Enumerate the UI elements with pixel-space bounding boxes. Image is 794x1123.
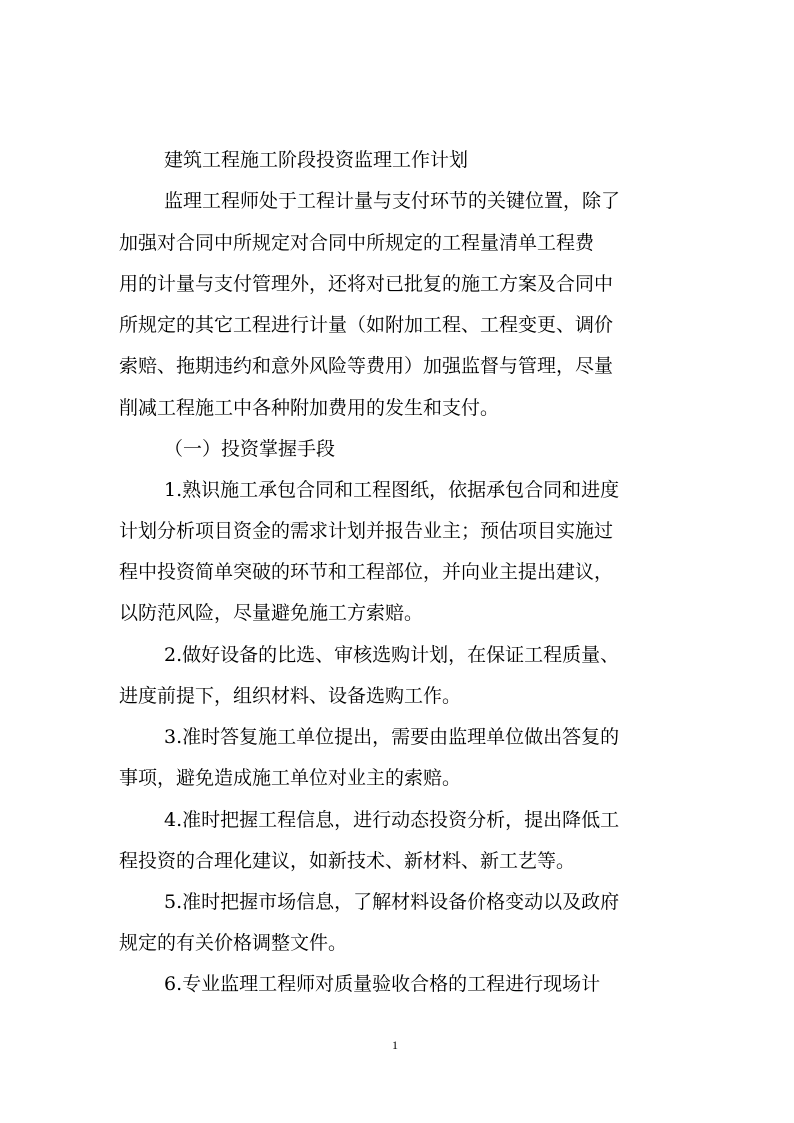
list-item-line: 2.做好设备的比选、审核选购计划，在保证工程质量、	[164, 644, 620, 666]
list-item-line: 事项，避免造成施工单位对业主的索赔。	[119, 767, 462, 789]
list-item-line: 规定的有关价格调整文件。	[119, 932, 348, 954]
paragraph-line: 所规定的其它工程进行计量（如附加工程、工程变更、调价	[119, 314, 614, 336]
paragraph-line: 监理工程师处于工程计量与支付环节的关键位置，除了	[164, 190, 621, 212]
list-item-line: 计划分析项目资金的需求计划并报告业主；预估项目实施过	[119, 520, 614, 542]
list-item-line: 3.准时答复施工单位提出，需要由监理单位做出答复的	[164, 726, 620, 748]
paragraph-line: 用的计量与支付管理外，还将对已批复的施工方案及合同中	[119, 273, 614, 295]
section-heading: （一）投资掌握手段	[164, 438, 336, 460]
list-item-line: 5.准时把握市场信息，了解材料设备价格变动以及政府	[164, 891, 620, 913]
paragraph-line: 索赔、拖期违约和意外风险等费用）加强监督与管理，尽量	[119, 355, 614, 377]
list-item-line: 以防范风险，尽量避免施工方索赔。	[119, 602, 424, 624]
list-item-line: 进度前提下，组织材料、设备选购工作。	[119, 685, 462, 707]
document-title: 建筑工程施工阶段投资监理工作计划	[164, 149, 469, 171]
list-item-line: 4.准时把握工程信息，进行动态投资分析，提出降低工	[164, 809, 620, 831]
list-item-line: 程投资的合理化建议，如新技术、新材料、新工艺等。	[119, 850, 576, 872]
page-number: 1	[392, 1038, 398, 1052]
list-item-line: 1.熟识施工承包合同和工程图纸，依据承包合同和进度	[164, 479, 620, 501]
list-item-line: 程中投资简单突破的环节和工程部位，并向业主提出建议，	[119, 561, 614, 583]
paragraph-line: 削减工程施工中各种附加费用的发生和支付。	[119, 397, 500, 419]
list-item-line: 6.专业监理工程师对质量验收合格的工程进行现场计	[164, 973, 601, 995]
paragraph-line: 加强对合同中所规定对合同中所规定的工程量清单工程费	[119, 232, 595, 254]
